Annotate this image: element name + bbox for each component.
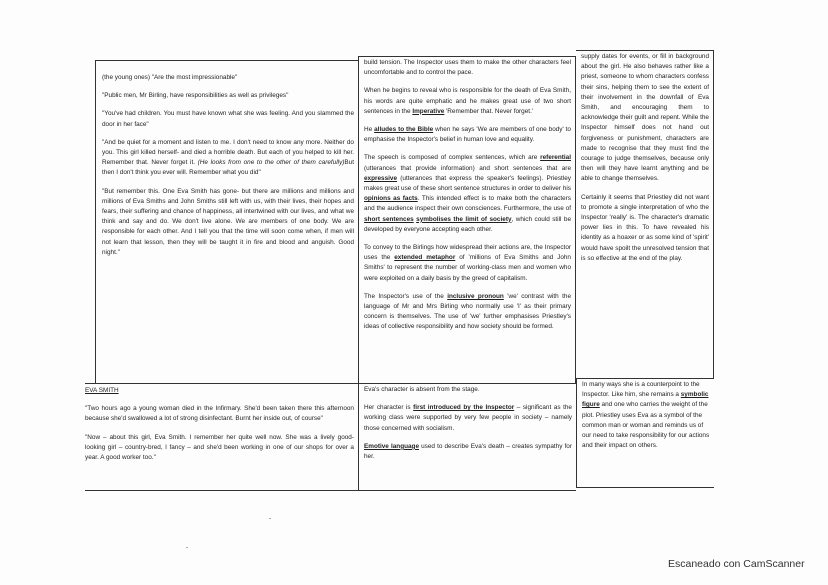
paragraph [364, 153, 571, 235]
paragraph [364, 442, 572, 462]
paragraph [364, 125, 571, 145]
key-term: first introduced by the Inspector [413, 404, 515, 412]
key-term: symbolises the limit of society [416, 215, 512, 223]
text-run: He [364, 126, 375, 134]
text-run: (the young ones) "Are the most impressionable" [102, 74, 238, 81]
section-heading-eva-smith: EVA SMITH [85, 387, 119, 394]
text-run: Eva's character is absent from the stage. [364, 386, 480, 393]
key-term: expressive [364, 174, 398, 182]
text-run: "But remember this. One Eva Smith has gone- but there are millions and millions and millions of Eva Smiths and John Smiths still left with us, with their lives, their hopes and fears, their suffering and chance of happiness, all intertwined with our lives, and what we think and say and do. We don't live alone. We are members of one body. We are responsible for each other. And I tell you that the time will soon come when, if men will not learn that lesson, then they will be taught it in fire and blood and anguish. Good night." [102, 187, 354, 256]
key-term: inclusive pronoun [447, 292, 504, 300]
eva-comment-cell [576, 378, 714, 488]
paragraph [364, 243, 571, 284]
text-run: "Two hours ago a young woman died in the Infirmary. She'd been taken there this afternoon because she'd swallowed a lot of strong disinfectant. Burnt her inside out, of course" [85, 405, 354, 423]
text-run: Certainly it seems that Priestley did not want to promote a single interpretation of who the Inspector 'really' is. The character's dramatic power lies in this. To have revealed his identity as a hoaxer or as some kind of 'spirit' would have spoilt the unresolved tension that is so effective at the end of the play. [581, 193, 709, 262]
stage-direction: (He looks from one to the other of them carefully) [197, 159, 345, 167]
key-term: opinions as facts [364, 195, 418, 203]
paragraph [102, 138, 354, 179]
text-run: To convey to the Birlings how widespread their actions are, the Inspector uses the [364, 244, 571, 262]
text-run: . This intended effect is to make both the characters and the audience inspect their own consciences. Furthermore, the use of [364, 195, 571, 213]
paragraph [364, 58, 571, 78]
text-run: – significant as the working class were supported by very few people in society – namely those concerned with socialism. [364, 404, 572, 432]
paragraph [581, 193, 709, 264]
text-run: Her character is [364, 404, 414, 412]
paragraph [102, 187, 354, 258]
paragraph [102, 73, 354, 83]
text-run: "You've had children. You must have known what she was feeling. And you slammed the door in her face" [102, 110, 354, 128]
inspector-comment-cell [576, 50, 714, 378]
paragraph [102, 91, 354, 101]
text-run: When he begins to reveal who is responsible for the death of Eva Smith, his words are quite emphatic and he makes great use of two short sentences in the [364, 87, 571, 115]
paragraph [85, 433, 354, 464]
text-run: 'we' contrast with the language of Mr and Mrs Birling who normally use 'I' as their primary concern is themselves. The use of 'we' further emphasises Priestley's ideas of collective responsibility and how society should be formed. [364, 292, 571, 331]
inspector-analysis-cell [358, 56, 576, 383]
key-term: Emotive language [364, 442, 420, 450]
text-run: (utterances that express the speaker's feelings). Priestley makes great use of these short sentence structures in order to deliver his [364, 174, 571, 193]
paragraph [364, 292, 571, 333]
camscanner-watermark: Escaneado con CamScanner [668, 558, 805, 570]
text-run: "Public men, Mr Birling, have responsibilities as well as privileges" [102, 92, 289, 100]
text-run: used to describe Eva's death – creates sympathy for her. [364, 442, 572, 461]
text-run: The speech is composed of complex sentences, which are [364, 154, 541, 162]
inspector-quotes-cell [95, 60, 358, 383]
text-run: when he says 'We are members of one body' to emphasise the Inspector's belief in human love and equality. [364, 126, 571, 144]
key-term: Imperative [412, 107, 445, 115]
eva-quotes [85, 404, 354, 463]
document-table [85, 53, 715, 492]
text-run: and one who carries the weight of the plot. Priestley uses Eva as a symbol of the common man or woman and reminds us of our need to take responsibility for our actions and their impact on others. [582, 401, 710, 450]
paragraph [364, 403, 572, 434]
text-run: of 'millions of Eva Smiths and John Smiths' to represent the number of working-class men and women who were exploited on a daily basis by the greed of capitalism. [364, 254, 571, 282]
key-term: referential [540, 154, 571, 162]
paragraph [364, 86, 571, 117]
paragraph [581, 52, 709, 185]
text-run: , which could still be developed by everyone accepting each other. [364, 215, 571, 233]
text-run: "Now – about this girl, Eva Smith. I remember her quite well now. She was a lively good-looking girl – country-bred, I fancy – and she'd been working in one of our shops for over a year. A good worker too." [85, 433, 354, 462]
paragraph [85, 404, 354, 424]
key-term: extended metaphor [394, 254, 456, 262]
text-run: build tension. The Inspector uses them to make the other characters feel uncomfortable and to control the pace. [364, 59, 571, 77]
text-run: "And be quiet for a moment and listen to me. I don't need to know any more. Neither do you. This girl killed herself- and died a horrible death. But each of you helped to kill her. Remember that. Never forget it. [102, 138, 354, 167]
key-term: alludes to the Bible [374, 126, 434, 134]
text-run: But then I don't think you ever will. Remember what you did" [102, 159, 354, 177]
text-run: (utterances that provide information) and short sentences that are [364, 164, 571, 172]
paragraph [582, 380, 712, 451]
eva-quotes-cell [85, 383, 358, 491]
key-term: short sentences [364, 215, 414, 223]
text-run: 'Remember that. Never forget.' [444, 107, 534, 115]
text-run: In many ways she is a counterpoint to the Inspector. Like him, she remains a [582, 381, 700, 399]
text-run: The Inspector's use of the [364, 292, 448, 300]
paragraph [102, 109, 354, 129]
key-term: symbolic figure [582, 391, 709, 409]
text-run: supply dates for events, or fill in background about the girl. He also behaves rather like a priest, someone to whom characters confess their sins, helping them to see the extent of their involvement in the downfall of Eva Smith, and encouraging them to acknowledge their guilt and repent. While the Inspector himself does not hand out forgiveness or punishment, characters are made to recognise that they must find the courage to judge themselves, because only then will they have learnt anything and be able to change themselves. [581, 53, 709, 183]
paragraph [364, 385, 572, 395]
eva-analysis-cell [358, 383, 576, 491]
